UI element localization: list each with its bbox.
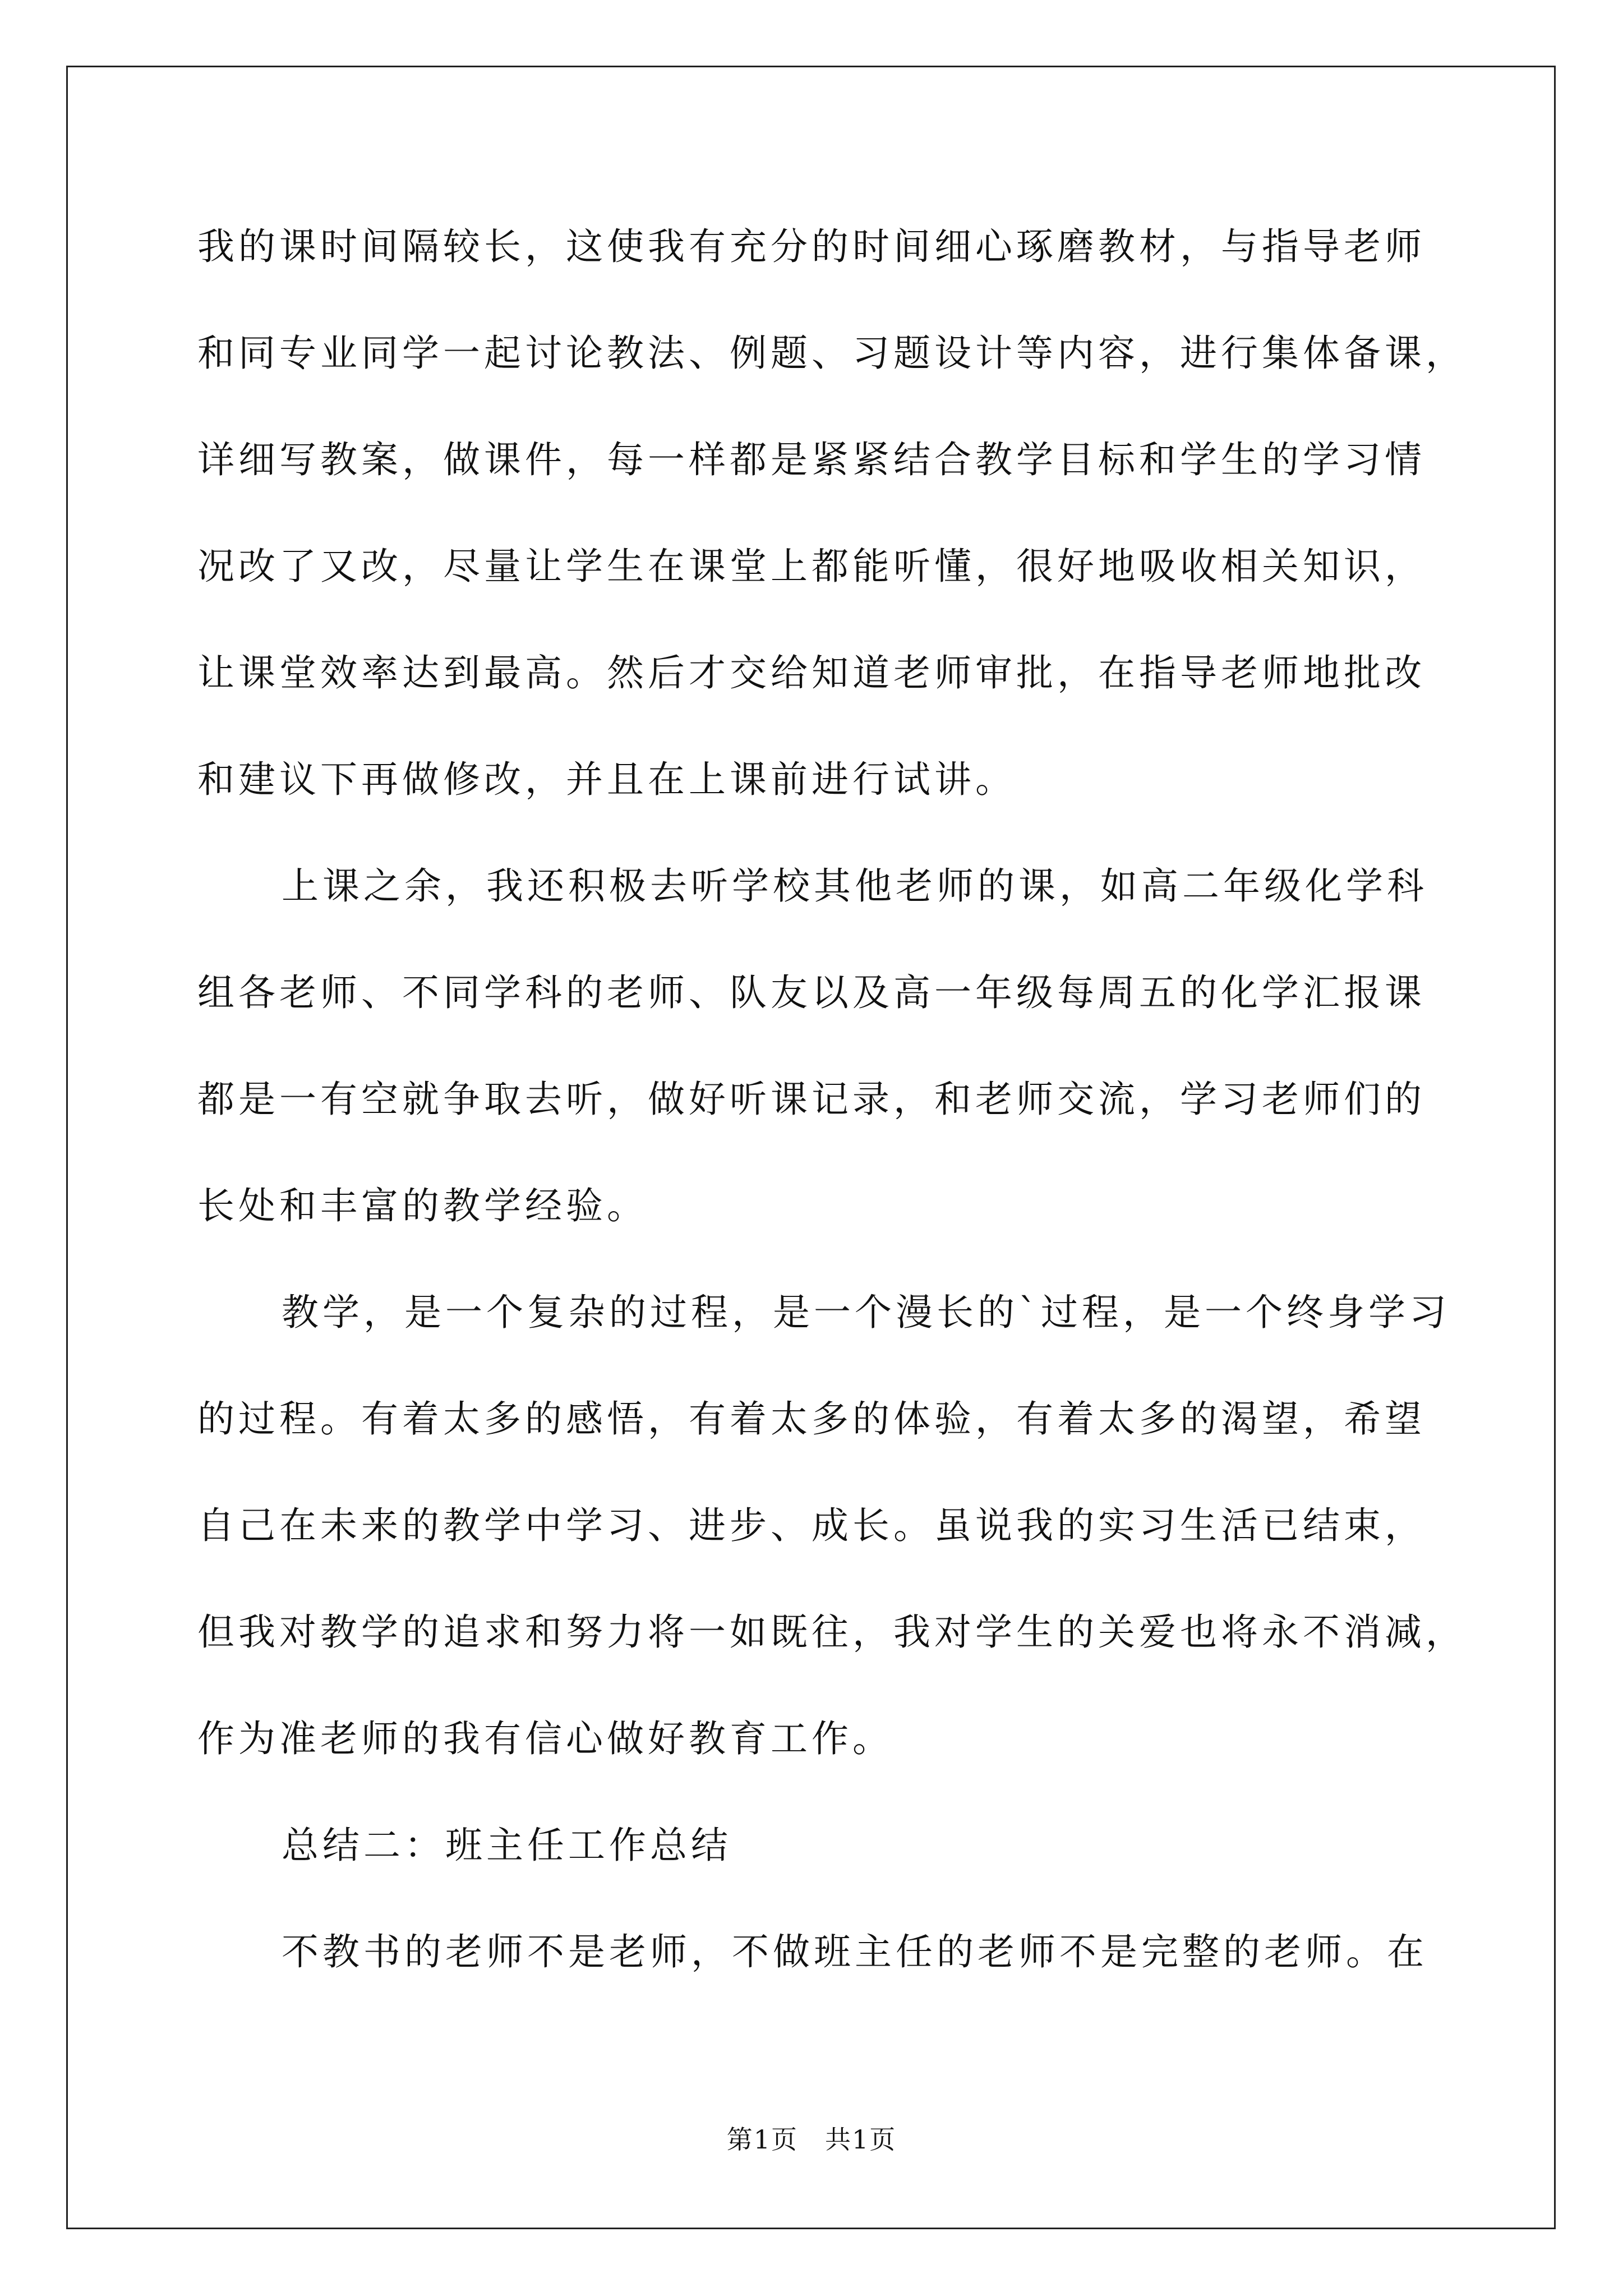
paragraph-line: 组各老师、不同学科的老师、队友以及高一年级每周五的化学汇报课 (197, 971, 1426, 1014)
page-footer: 第1页 共1页 (726, 2124, 897, 2155)
paragraph-line: 都是一有空就争取去听，做好听课记录，和老师交流，学习老师们的 (197, 1078, 1426, 1121)
document-body (197, 222, 1465, 2033)
paragraph-line: 教学，是一个复杂的过程，是一个漫长的`过程，是一个终身学习 (282, 1291, 1450, 1334)
paragraph-line: 作为准老师的我有信心做好教育工作。 (197, 1717, 893, 1760)
paragraph-line: 长处和丰富的教学经验。 (197, 1184, 648, 1227)
paragraph-line: 况改了又改，尽量让学生在课堂上都能听懂，很好地吸收相关知识， (197, 545, 1426, 588)
section-heading: 总结二：班主任工作总结 (282, 1824, 732, 1867)
paragraph-line: 不教书的老师不是老师，不做班主任的老师不是完整的老师。在 (282, 1930, 1428, 1973)
paragraph-line: 自己在未来的教学中学习、进步、成长。虽说我的实习生活已结束， (197, 1504, 1426, 1547)
paragraph-line: 但我对教学的追求和努力将一如既往，我对学生的关爱也将永不消减， (197, 1611, 1467, 1654)
paragraph-line: 和建议下再做修改，并且在上课前进行试讲。 (197, 758, 1016, 801)
paragraph-line: 和同专业同学一起讨论教法、例题、习题设计等内容，进行集体备课， (197, 332, 1467, 375)
paragraph-line: 上课之余，我还积极去听学校其他老师的课，如高二年级化学科 (282, 864, 1428, 908)
paragraph-line: 让课堂效率达到最高。然后才交给知道老师审批，在指导老师地批改 (197, 651, 1426, 694)
paragraph-line: 我的课时间隔较长，这使我有充分的时间细心琢磨教材，与指导老师 (197, 225, 1426, 268)
paragraph-line: 的过程。有着太多的感悟，有着太多的体验，有着太多的渴望，希望 (197, 1397, 1426, 1441)
paragraph-line: 详细写教案，做课件，每一样都是紧紧结合教学目标和学生的学习情 (197, 438, 1426, 481)
